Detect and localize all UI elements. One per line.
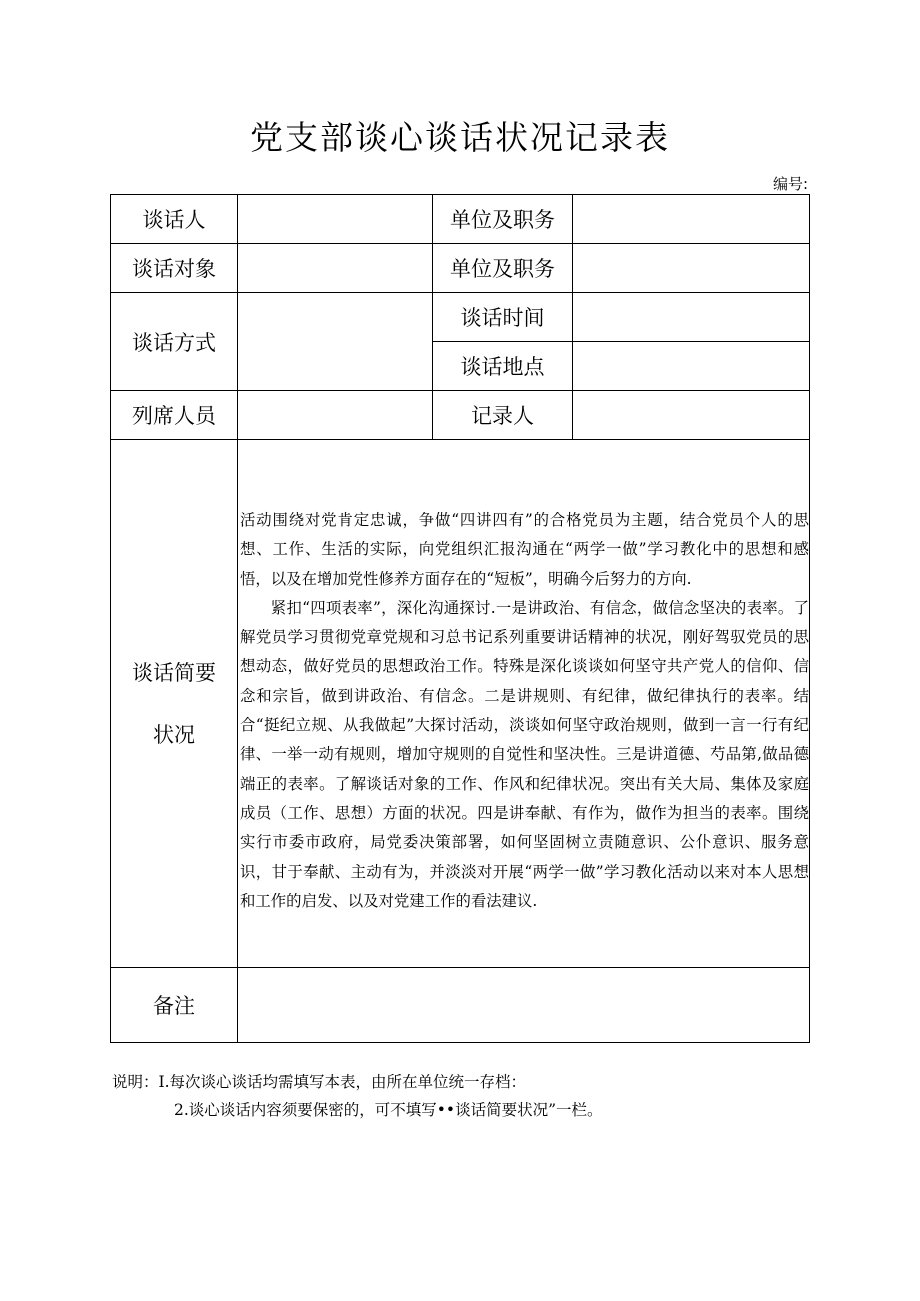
remarks-label: 备注 — [111, 968, 238, 1043]
recorder-label: 记录人 — [433, 391, 573, 440]
record-form-table — [110, 194, 810, 1043]
speaker-field[interactable] — [238, 195, 433, 244]
method-label: 谈话方式 — [111, 293, 238, 391]
speaker-label: 谈话人 — [111, 195, 238, 244]
speaker-unit-label: 单位及职务 — [433, 195, 573, 244]
recorder-field[interactable] — [573, 391, 810, 440]
speaker-unit-field[interactable] — [573, 195, 810, 244]
target-unit-label: 单位及职务 — [433, 244, 573, 293]
target-unit-field[interactable] — [573, 244, 810, 293]
note-line-2: 2.谈心谈话内容须要保密的，可不填写••谈话简要状况”一栏。 — [174, 1101, 603, 1119]
serial-number-label: 编号: — [772, 175, 808, 193]
attendees-label: 列席人员 — [111, 391, 238, 440]
page-title: 党支部谈心谈话状况记录表 — [250, 118, 670, 157]
instructions-note — [112, 1068, 603, 1124]
remarks-field[interactable] — [238, 968, 810, 1043]
summary-label-line2: 状况 — [153, 722, 195, 747]
attendees-field[interactable] — [238, 391, 433, 440]
time-field[interactable] — [573, 293, 810, 342]
place-field[interactable] — [573, 342, 810, 391]
summary-label — [111, 440, 238, 968]
method-field[interactable] — [238, 293, 433, 391]
place-label: 谈话地点 — [433, 342, 573, 391]
note-line-1: 说明：I.每次谈心谈话均需填写本表，由所在单位统一存档： — [112, 1073, 527, 1091]
summary-paragraph-2: 紧扣“四项表率”，深化沟通探讨.一是讲政治、有信念，做信念坚决的表率。了解党员学习贯彻党章党规和习总书记系列重要讲话精神的状况，刚好驾驭党员的思想动态，做好党员的思想政治工作。特殊是深化谈谈如何坚守共产党人的信仰、信念和宗旨，做到讲政治、有信念。二是讲规则、有纪律，做纪律执行的表率。结合“挺纪立规、从我做起”大探讨活动，淡谈如何坚守政治规则，做到一言一行有纪律、一举一动有规则，增加守规则的自觉性和坚决性。三是讲道德、芍品第,做品德端正的表率。了解谈话对象的工作、作风和纪律状况。突出有关大局、集体及家庭成员（工作、思想）方面的状况。四是讲奉献、有作为，做作为担当的表率。围绕实行市委市政府，局党委决策部署，如何坚固树立责随意识、公仆意识、服务意识，甘于奉献、主动有为，并淡淡对开展“两学一做”学习教化活动以来对本人思想和工作的启发、以及对党建工作的看法建议. — [240, 598, 809, 910]
summary-paragraph-1: 活动围绕对党肯定忠诚，争做“四讲四有”的合格党员为主题，结合党员个人的思想、工作、生活的实际，向党组织汇报沟通在“两学一做”学习教化中的思想和感悟，以及在增加党性修养方面存在的“短板”，明确今后努力的方向. — [240, 511, 809, 588]
target-field[interactable] — [238, 244, 433, 293]
summary-field[interactable] — [238, 440, 810, 968]
summary-label-line1: 谈话简要 — [132, 660, 216, 685]
target-label: 谈话对象 — [111, 244, 238, 293]
time-label: 谈话时间 — [433, 293, 573, 342]
